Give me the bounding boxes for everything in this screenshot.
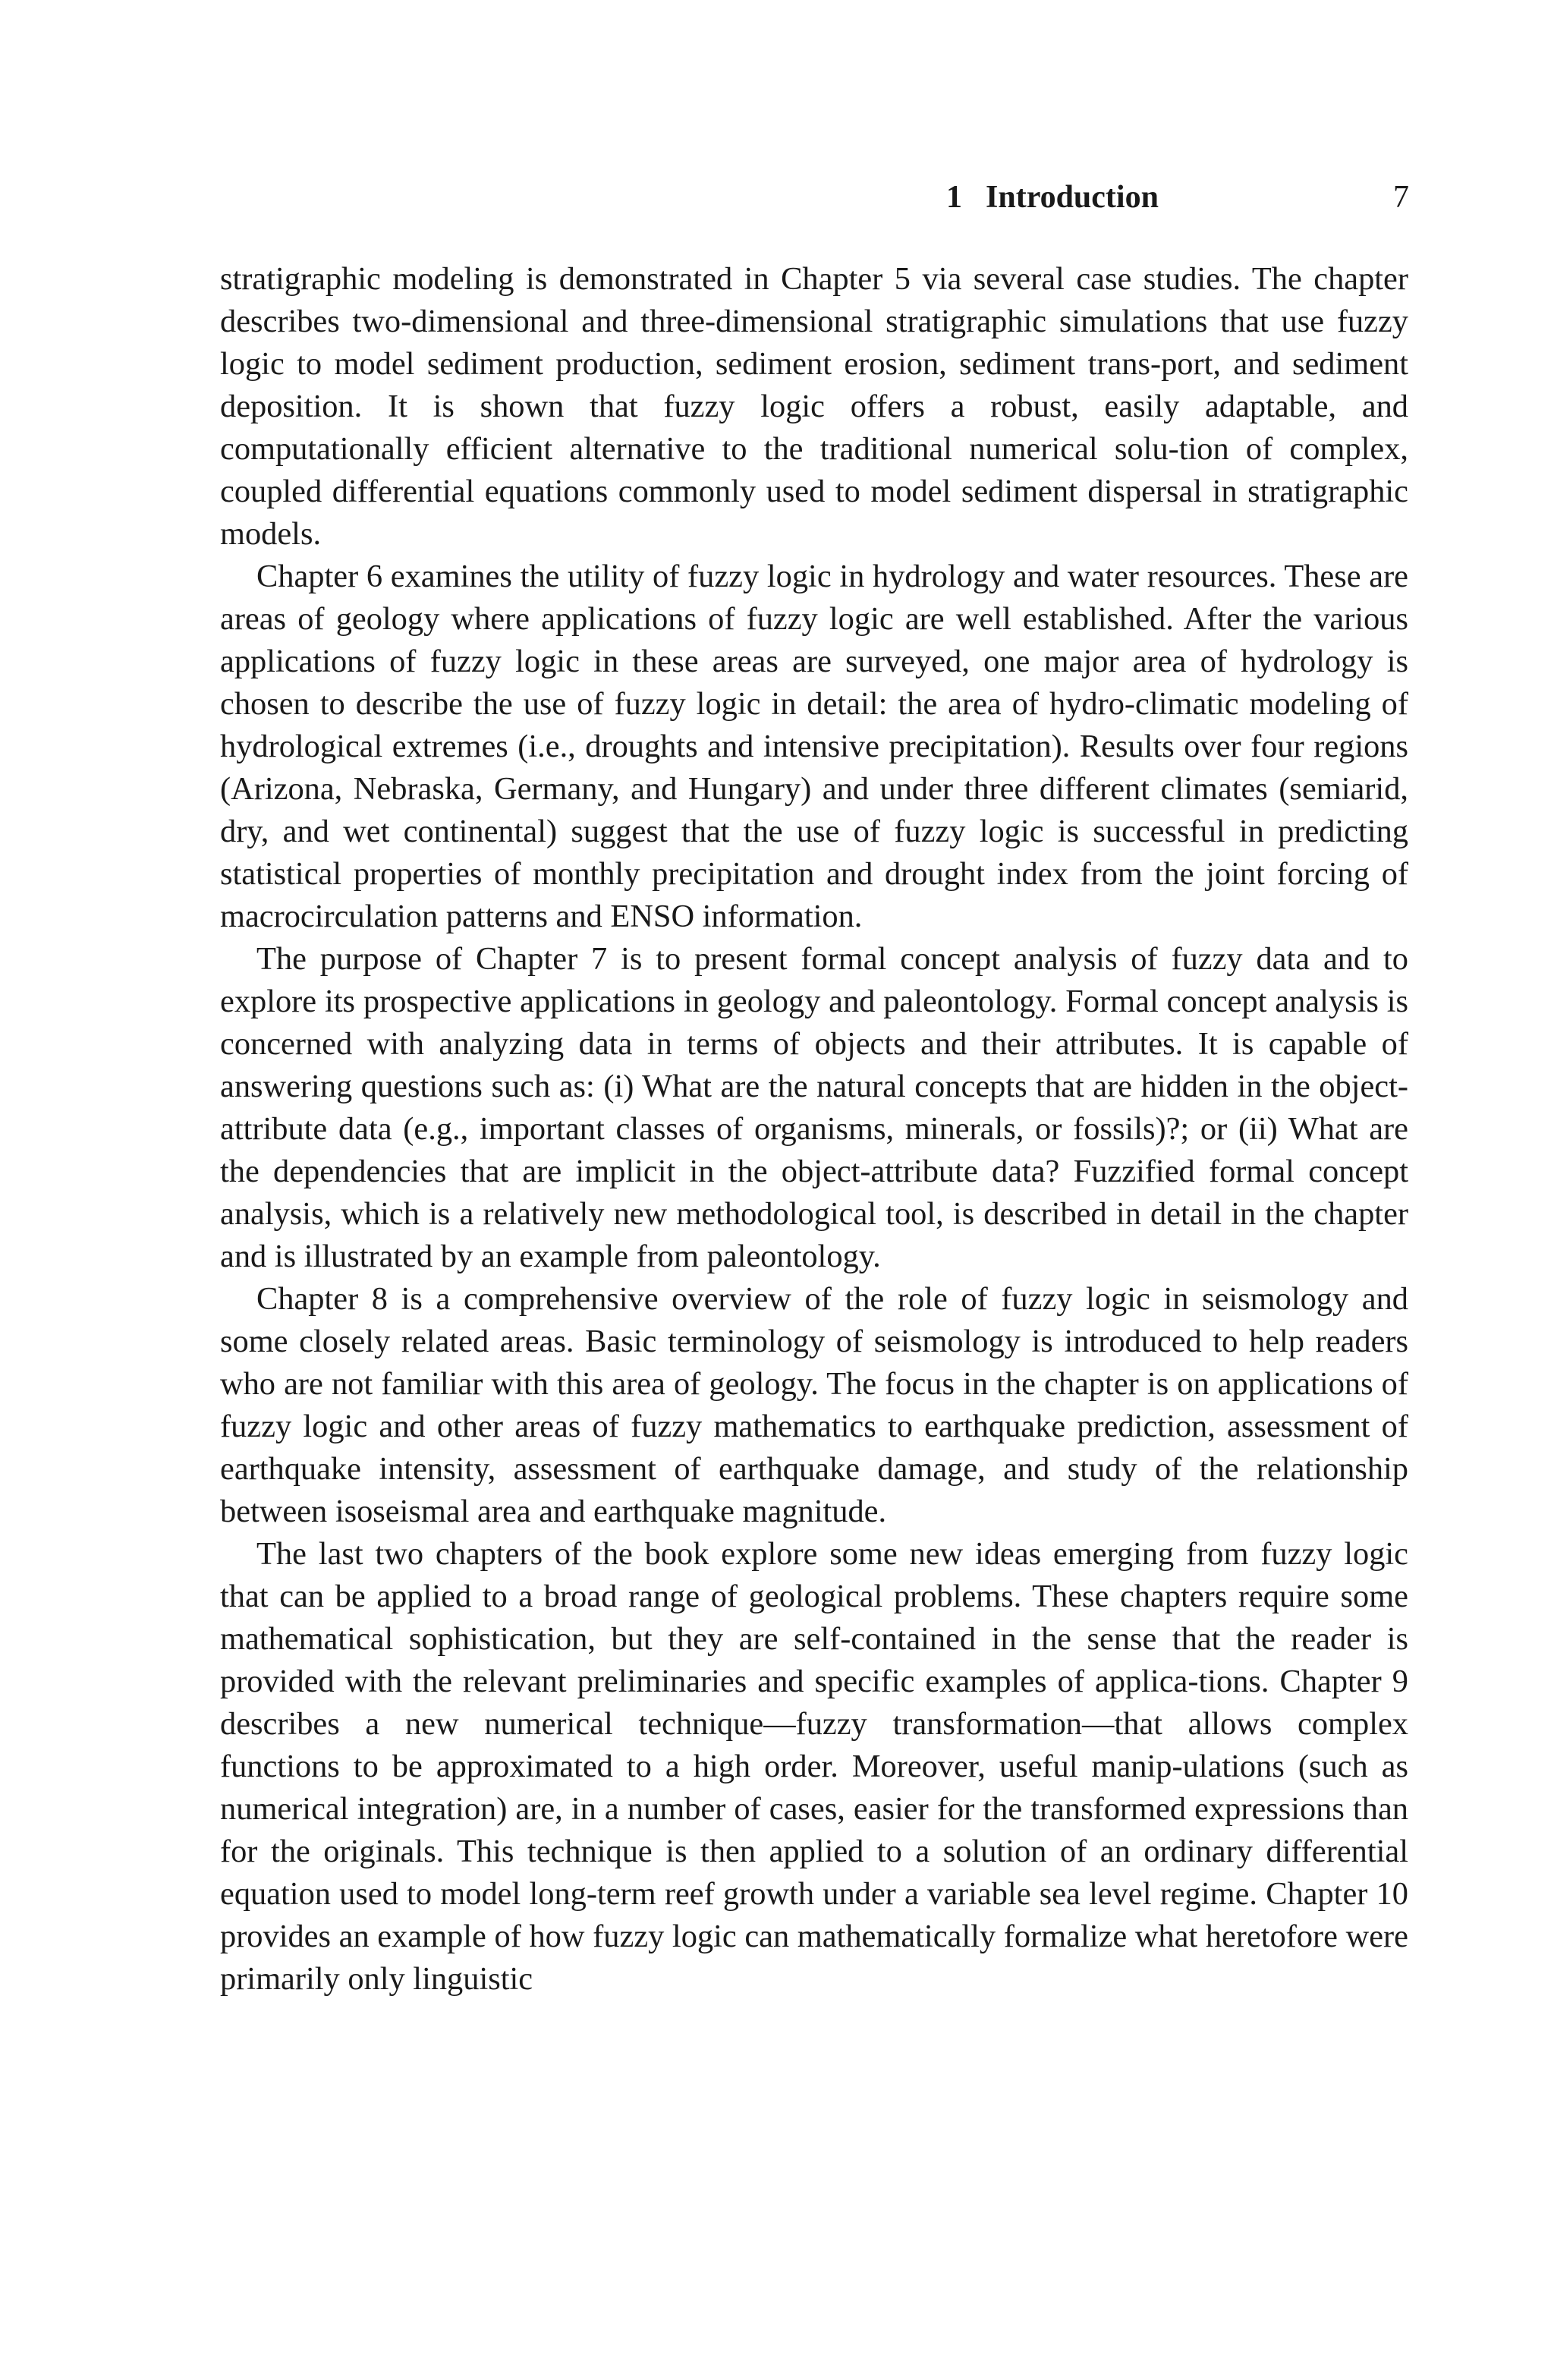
page-number: 7 <box>1393 180 1409 215</box>
paragraph: stratigraphic modeling is demonstrated in Chapter 5 via several case studies. The chapter describes two-dimensional and three-dimensional stratigraphic simulations that use fuzzy logic to model sediment production, sediment erosion, sediment trans-port, and sediment deposition. It is shown that fuzzy logic offers a robust, easily adaptable, and computationally efficient alternative to the traditional numerical solu-tion of complex, coupled differential equations commonly used to model sediment dispersal in stratigraphic models. <box>220 261 1408 552</box>
body-text <box>220 258 1408 2001</box>
running-head <box>946 176 1409 219</box>
paragraph: The last two chapters of the book explore some new ideas emerging from fuzzy logic that can be applied to a broad range of geological problems. These chapters require some mathematical sophistication, but they are self-contained in the sense that the reader is provided with the relevant preliminaries and specific examples of applica-tions. Chapter 9 describes a new numerical technique—fuzzy transformation—that allows complex functions to be approximated to a high order. Moreover, useful manip-ulations (such as numerical integration) are, in a number of cases, easier for the transformed expressions than for the originals. This technique is then applied to a solution of an ordinary differential equation used to model long-term reef growth under a variable sea level regime. Chapter 10 provides an example of how fuzzy logic can mathematically formalize what heretofore were primarily only linguistic <box>220 1536 1408 1997</box>
paragraph: Chapter 8 is a comprehensive overview of the role of fuzzy logic in seismology and some closely related areas. Basic terminology of seismology is introduced to help readers who are not familiar with this area of geology. The focus in the chapter is on applications of fuzzy logic and other areas of fuzzy mathematics to earthquake prediction, assessment of earthquake intensity, assessment of earthquake damage, and study of the relationship between isoseismal area and earthquake magnitude. <box>220 1281 1408 1529</box>
chapter-number: 1 <box>946 180 962 215</box>
chapter-title: Introduction <box>986 180 1159 215</box>
paragraph: The purpose of Chapter 7 is to present formal concept analysis of fuzzy data and to explore its prospective applications in geology and paleontology. Formal concept analysis is concerned with analyzing data in terms of objects and their attributes. It is capable of answering questions such as: (i) What are the natural concepts that are hidden in the object-attribute data (e.g., important classes of organisms, minerals, or fossils)?; or (ii) What are the dependencies that are implicit in the object-attribute data? Fuzzified formal concept analysis, which is a relatively new methodological tool, is described in detail in the chapter and is illustrated by an example from paleontology. <box>220 941 1408 1274</box>
paragraph: Chapter 6 examines the utility of fuzzy logic in hydrology and water resources. These are areas of geology where applications of fuzzy logic are well established. After the various applications of fuzzy logic in these areas are surveyed, one major area of hydrology is chosen to describe the use of fuzzy logic in detail: the area of hydro-climatic modeling of hydrological extremes (i.e., droughts and intensive precipitation). Results over four regions (Arizona, Nebraska, Germany, and Hungary) and under three different climates (semiarid, dry, and wet continental) suggest that the use of fuzzy logic is successful in predicting statistical properties of monthly precipitation and drought index from the joint forcing of macrocirculation patterns and ENSO information. <box>220 559 1408 934</box>
